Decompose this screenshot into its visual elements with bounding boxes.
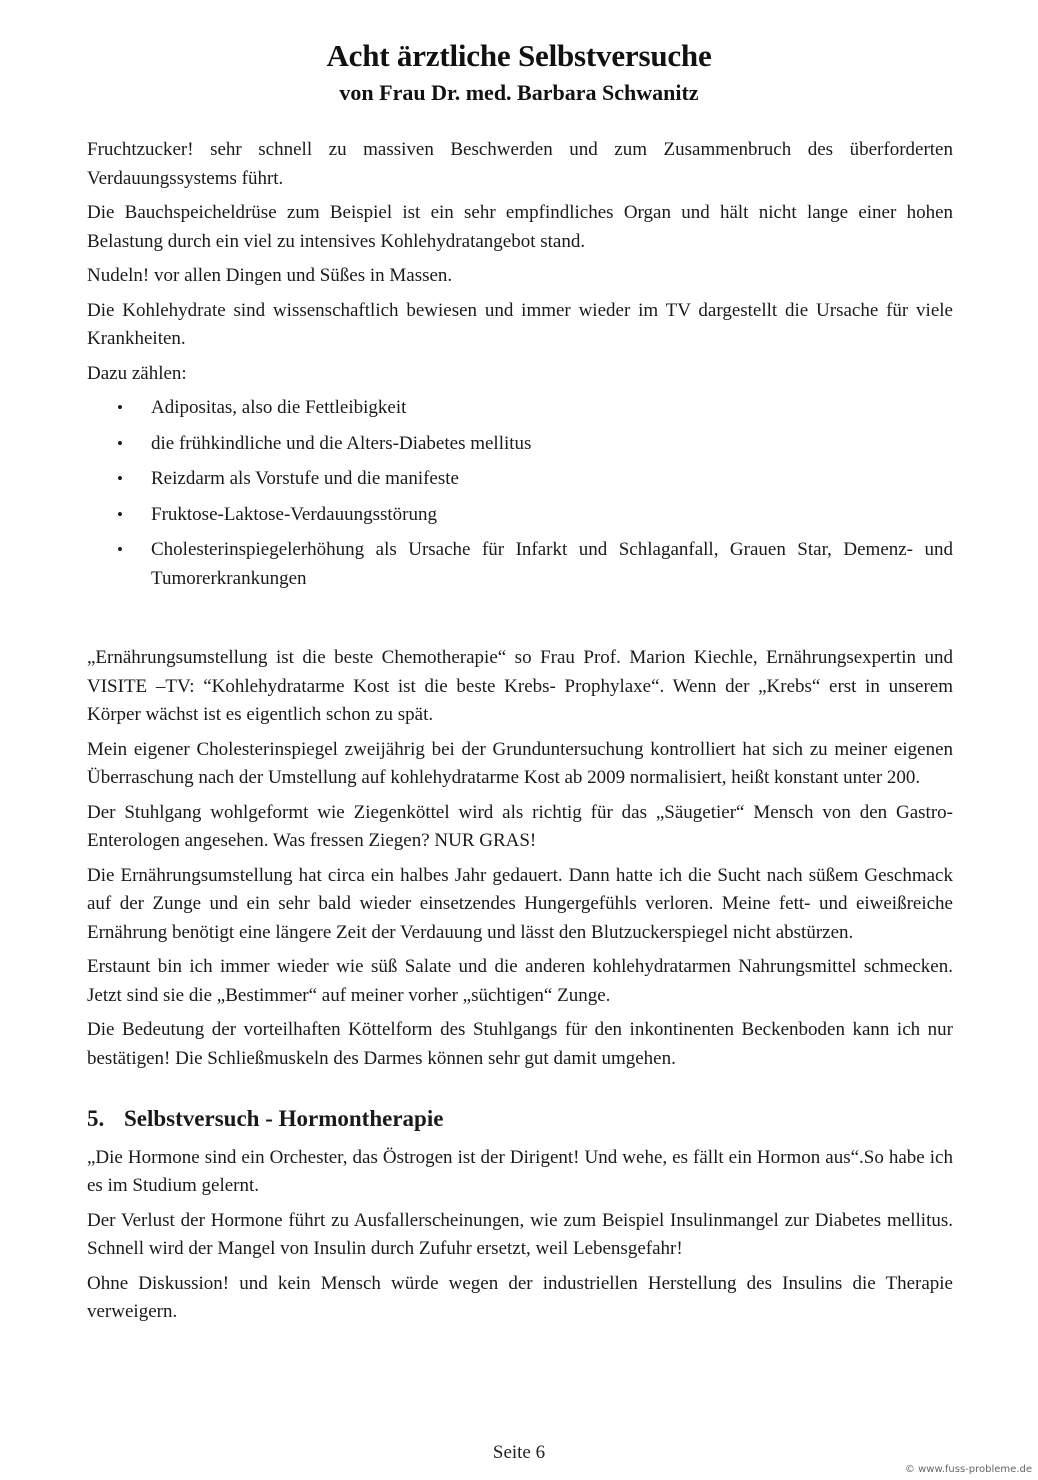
list-item <box>87 394 953 423</box>
paragraph: Dazu zählen: <box>87 362 187 384</box>
paragraph: Die Kohlehydrate sind wissenschaftlich bewiesen und immer wieder im TV dargestellt die Ursache für viele Krankheiten. <box>87 299 953 349</box>
bullet-icon: • <box>117 398 123 417</box>
list-item-text: Fruktose-Laktose-Verdauungsstörung <box>151 503 438 525</box>
spacer <box>87 1079 953 1105</box>
page-title: Acht ärztliche Selbstversuche <box>326 38 712 73</box>
paragraph: Der Verlust der Hormone führt zu Ausfallerscheinungen, wie zum Beispiel Insulinmangel zur Diabetes mellitus. Schnell wird der Mangel von Insulin durch Zufuhr ersetzt, weil Lebensgefahr! <box>87 1209 953 1259</box>
list-item <box>87 465 953 494</box>
list-item <box>87 430 953 459</box>
section-number: 5. <box>87 1106 105 1131</box>
list-item <box>87 536 953 593</box>
list-item <box>87 501 953 530</box>
bullet-icon: • <box>117 504 123 524</box>
paragraph: Die Bauchspeicheldrüse zum Beispiel ist ein sehr empfindliches Organ und hält nicht lange einer hohen Belastung durch ein viel zu intensives Kohlehydratangebot stand. <box>87 202 953 252</box>
list-item-text: die frühkindliche und die Alters-Diabetes mellitus <box>151 432 532 454</box>
document-body <box>87 136 953 1333</box>
paragraph: Erstaunt bin ich immer wieder wie süß Salate und die anderen kohlehydratarmen Nahrungsmittel schmecken. Jetzt sind sie die „Bestimmer“ auf meiner vorher „süchtigen“ Zunge. <box>87 956 953 1006</box>
paragraph: Die Ernährungsumstellung hat circa ein halbes Jahr gedauert. Dann hatte ich die Sucht nach süßem Geschmack auf der Zunge und ein sehr bald wieder einsetzendes Hungergefühls verloren. Meine fett- und eiweißreiche Ernährung benötigt eine längere Zeit der Verdauung und lässt den Blutzuckerspiegel nicht abstürzen. <box>87 864 953 943</box>
paragraph: „Ernährungsumstellung ist die beste Chemotherapie“ so Frau Prof. Marion Kiechle, Ernährungsexpertin und VISITE –TV: “Kohlehydratarme Kost ist die beste Krebs- Prophylaxe“. Wenn der „Krebs“ erst in unserem Körper wächst ist es eigentlich schon zu spät. <box>87 647 953 725</box>
disease-list <box>87 394 953 593</box>
section-heading <box>87 1105 953 1134</box>
bullet-icon: • <box>117 469 123 488</box>
paragraph: „Die Hormone sind ein Orchester, das Östrogen ist der Dirigent! Und wehe, es fällt ein Hormon aus“.So habe ich es im Studium gelernt. <box>87 1146 953 1196</box>
list-item-text: Adipositas, also die Fettleibigkeit <box>151 397 407 418</box>
bullet-icon: • <box>117 433 123 453</box>
paragraph: Ohne Diskussion! und kein Mensch würde wegen der industriellen Herstellung des Insulins die Therapie verweigern. <box>87 1272 953 1322</box>
paragraph: Mein eigener Cholesterinspiegel zweijährig bei der Grunduntersuchung kontrolliert hat sich zu meiner eigenen Überraschung nach der Umstellung auf kohlehydratarme Kost ab 2009 normalisiert, heißt konstant unter 200. <box>87 738 953 788</box>
paragraph: Der Stuhlgang wohlgeformt wie Ziegenköttel wird als richtig für das „Säugetier“ Mensch von den Gastro- Enterologen angesehen. Was fressen Ziegen? NUR GRAS! <box>87 801 953 851</box>
section-title: Selbstversuch - Hormontherapie <box>124 1106 444 1131</box>
paragraph: Nudeln! vor allen Dingen und Süßes in Massen. <box>87 265 453 286</box>
spacer <box>87 600 953 644</box>
watermark: © www.fuss-probleme.de <box>904 1464 1032 1475</box>
page-number: Seite 6 <box>492 1442 546 1463</box>
page-subtitle: von Frau Dr. med. Barbara Schwanitz <box>339 80 699 105</box>
paragraph: Fruchtzucker! sehr schnell zu massiven Beschwerden und zum Zusammenbruch des überforderten Verdauungssystems führt. <box>87 139 953 189</box>
list-item-text: Cholesterinspiegelerhöhung als Ursache für Infarkt und Schlaganfall, Grauen Star, Demenz- und Tumorerkrankungen <box>151 539 953 589</box>
bullet-icon: • <box>117 540 123 559</box>
paragraph: Die Bedeutung der vorteilhaften Köttelform des Stuhlgangs für den inkontinenten Beckenboden kann ich nur bestätigen! Die Schließmuskeln des Darmes können sehr gut damit umgehen. <box>87 1019 953 1069</box>
list-item-text: Reizdarm als Vorstufe und die manifeste <box>151 468 459 489</box>
